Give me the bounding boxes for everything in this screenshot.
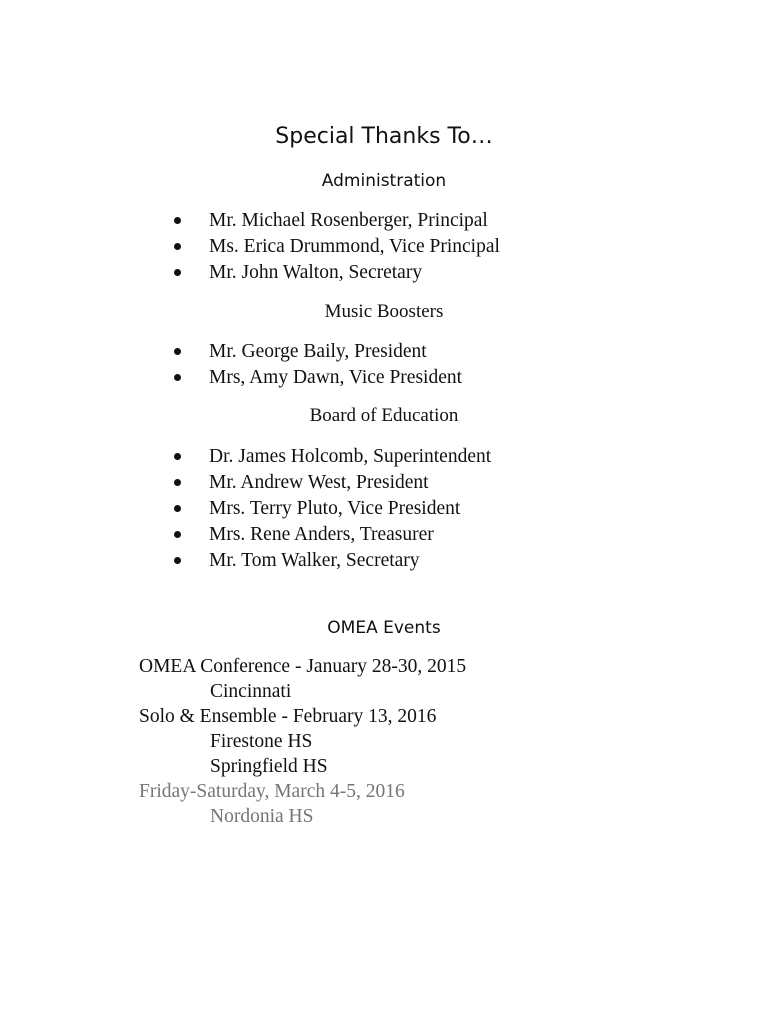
list-item-text: Mr. Michael Rosenberger, Principal bbox=[209, 210, 488, 231]
music-boosters-heading: Music Boosters bbox=[324, 301, 444, 322]
event-title: OMEA Conference - January 28-30, 2015 bbox=[139, 656, 467, 677]
list-item bbox=[0, 444, 491, 470]
bullet-icon bbox=[174, 348, 181, 355]
list-item bbox=[0, 234, 500, 260]
bullet-icon bbox=[174, 479, 181, 486]
list-item bbox=[0, 208, 500, 234]
bullet-icon bbox=[174, 217, 181, 224]
bullet-icon bbox=[174, 531, 181, 538]
event-location: Nordonia HS bbox=[210, 806, 314, 827]
list-item-text: Mr. John Walton, Secretary bbox=[209, 262, 423, 283]
list-item bbox=[0, 260, 500, 286]
bullet-icon bbox=[174, 269, 181, 276]
list-item-text: Mrs, Amy Dawn, Vice President bbox=[209, 367, 463, 388]
bullet-icon bbox=[174, 243, 181, 250]
list-item-text: Ms. Erica Drummond, Vice Principal bbox=[209, 236, 500, 257]
event-location: Springfield HS bbox=[210, 756, 328, 777]
list-item-text: Dr. James Holcomb, Superintendent bbox=[209, 446, 492, 467]
list-item-text: Mr. George Baily, President bbox=[209, 341, 427, 362]
bullet-icon bbox=[174, 505, 181, 512]
event-location: Cincinnati bbox=[210, 681, 292, 702]
bullet-icon bbox=[174, 557, 181, 564]
list-item-text: Mrs. Terry Pluto, Vice President bbox=[209, 498, 461, 519]
administration-heading: Administration bbox=[321, 171, 447, 191]
list-item bbox=[0, 548, 491, 574]
omea-events-list bbox=[139, 654, 466, 829]
board-of-education-list bbox=[0, 444, 491, 574]
bullet-icon bbox=[174, 453, 181, 460]
list-item bbox=[0, 470, 491, 496]
list-item-text: Mr. Andrew West, President bbox=[209, 472, 429, 493]
music-boosters-list bbox=[0, 339, 462, 391]
list-item bbox=[0, 365, 462, 391]
administration-list bbox=[0, 208, 500, 286]
list-item bbox=[0, 522, 491, 548]
list-item-text: Mrs. Rene Anders, Treasurer bbox=[209, 524, 434, 545]
event-title: Solo & Ensemble - February 13, 2016 bbox=[139, 706, 437, 727]
board-of-education-heading: Board of Education bbox=[309, 405, 459, 426]
event-title: Friday-Saturday, March 4-5, 2016 bbox=[139, 781, 405, 802]
event-location: Firestone HS bbox=[210, 731, 313, 752]
list-item-text: Mr. Tom Walker, Secretary bbox=[209, 550, 420, 571]
bullet-icon bbox=[174, 374, 181, 381]
omea-events-heading: OMEA Events bbox=[327, 618, 441, 638]
page-title: Special Thanks To… bbox=[275, 124, 493, 149]
list-item bbox=[0, 339, 462, 365]
list-item bbox=[0, 496, 491, 522]
